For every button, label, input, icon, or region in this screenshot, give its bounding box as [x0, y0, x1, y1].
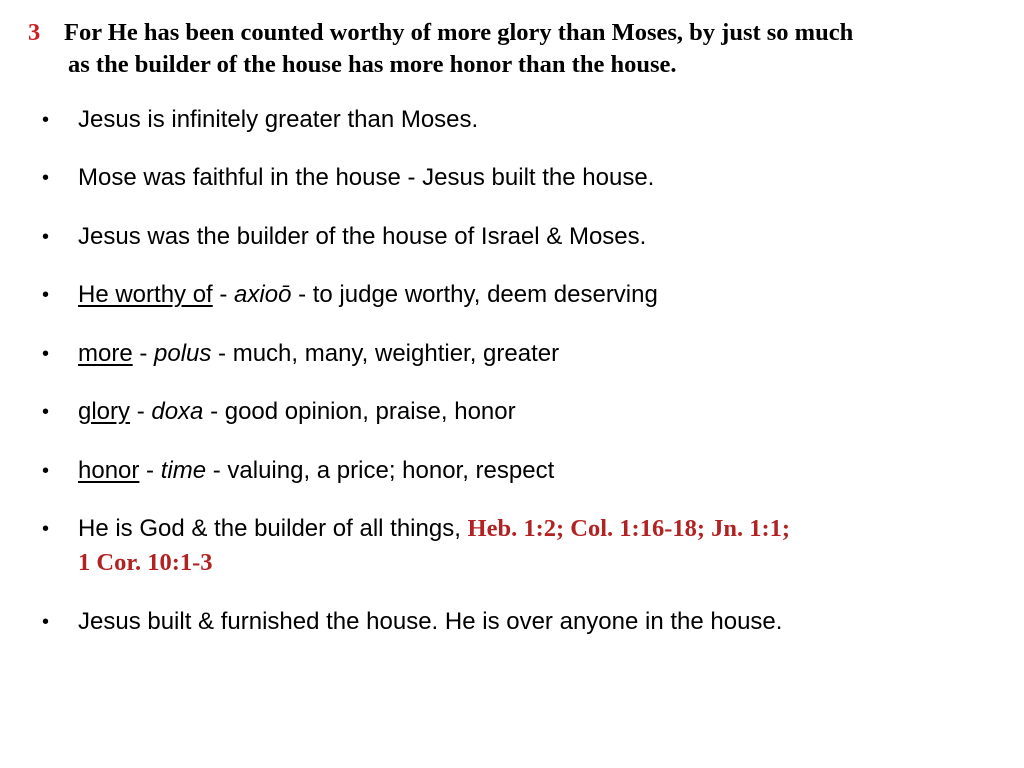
separator: -	[130, 398, 152, 425]
term-glory: glory	[78, 398, 131, 425]
separator: -	[132, 340, 155, 367]
definition: - much, many, weightier, greater	[211, 340, 560, 367]
bullet-text: Jesus was the builder of the house of Israel & Moses.	[78, 223, 647, 250]
bullet-text: Jesus built & furnished the house. He is over anyone in the house.	[78, 608, 783, 635]
separator: -	[212, 281, 235, 308]
greek-word-doxa: doxa	[151, 398, 204, 425]
bullet-dot: •	[42, 401, 50, 423]
scripture-references-cont: 1 Cor. 10:1-3	[78, 549, 213, 576]
builder-text: He is God & the builder of all things,	[78, 515, 468, 542]
verse-number: 3	[28, 19, 41, 46]
bullet-dot: •	[42, 518, 50, 540]
bullet-dot: •	[42, 611, 50, 633]
bullet-text: Jesus is infinitely greater than Moses.	[78, 106, 479, 133]
bullet-dot: •	[42, 343, 50, 365]
bullet-text	[78, 279, 658, 311]
greek-word-time: time	[160, 457, 207, 484]
bullet-text	[78, 396, 516, 428]
bullet-dot: •	[42, 284, 50, 306]
bullet-text	[78, 338, 559, 370]
greek-word-polus: polus	[154, 340, 212, 367]
term-he-worthy-of: He worthy of	[78, 281, 213, 308]
definition: - to judge worthy, deem deserving	[291, 281, 658, 308]
verse-line-2: as the builder of the house has more honor than the house.	[68, 51, 677, 78]
verse-line-1	[28, 17, 1008, 49]
verse-line-1-text: For He has been counted worthy of more glory than Moses, by just so much	[64, 19, 854, 46]
separator: -	[139, 457, 161, 484]
bullet-dot: •	[42, 109, 50, 131]
bullet-dot: •	[42, 167, 50, 189]
bullet-dot: •	[42, 226, 50, 248]
verse-text	[28, 17, 1008, 81]
definition: - valuing, a price; honor, respect	[206, 457, 555, 484]
bullet-text	[78, 513, 790, 545]
definition: - good opinion, praise, honor	[203, 398, 516, 425]
greek-word-axioo: axioō	[234, 281, 292, 308]
term-more: more	[78, 340, 133, 367]
bullet-text: Mose was faithful in the house - Jesus built the house.	[78, 164, 655, 191]
bullet-text	[78, 455, 554, 487]
term-honor: honor	[78, 457, 140, 484]
scripture-references: Heb. 1:2; Col. 1:16-18; Jn. 1:1;	[467, 515, 791, 542]
bullet-dot: •	[42, 460, 50, 482]
